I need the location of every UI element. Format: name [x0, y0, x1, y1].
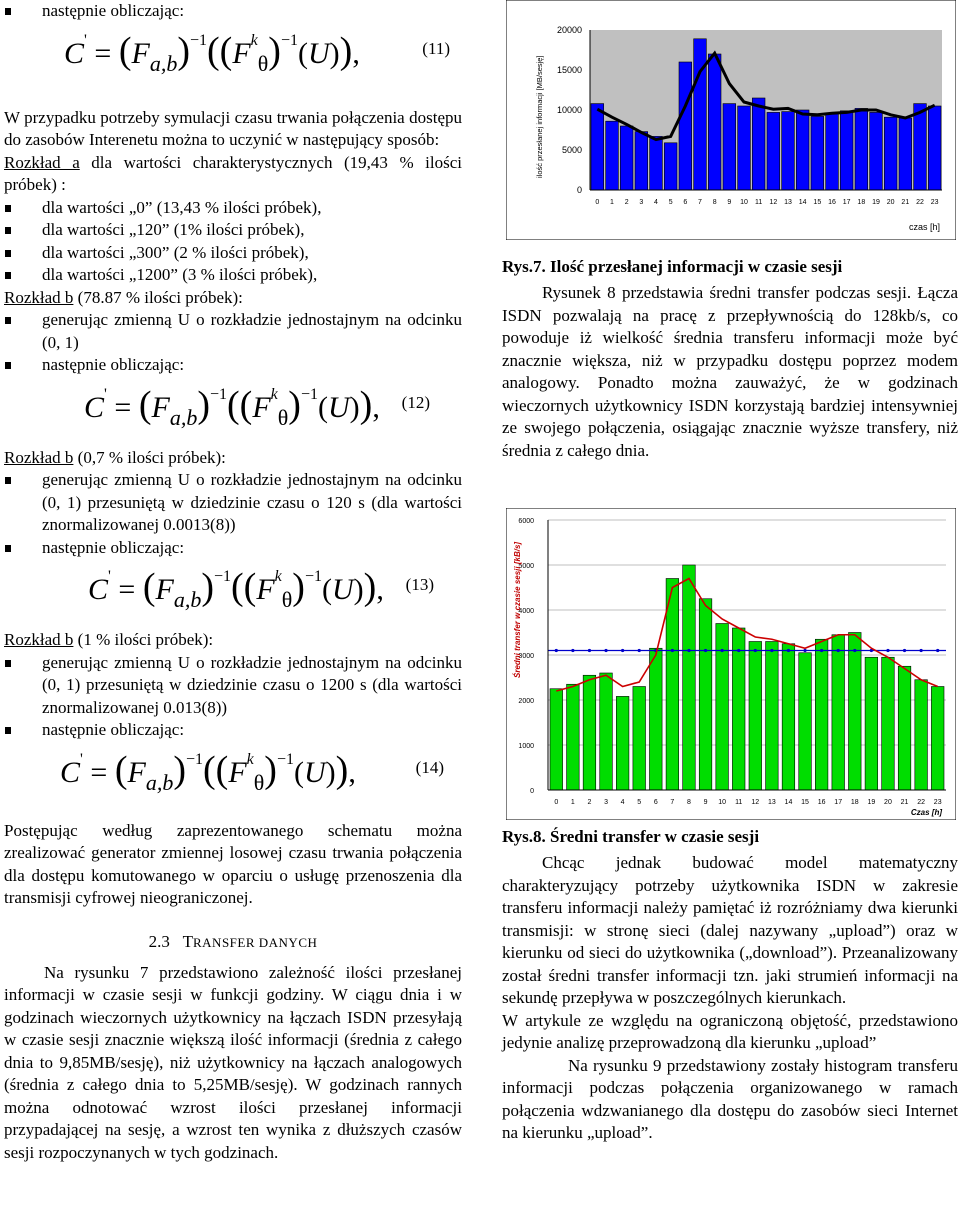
- mean-marker: [853, 649, 856, 652]
- y-tick-label: 0: [576, 185, 582, 195]
- x-tick-label: 20: [884, 799, 892, 806]
- mean-marker: [704, 649, 707, 652]
- mean-marker: [621, 649, 624, 652]
- x-tick-label: 22: [917, 799, 926, 806]
- list-item: następnie obliczając:: [4, 537, 462, 560]
- bar: [799, 653, 812, 790]
- x-tick-label: 10: [740, 199, 748, 206]
- mean-marker: [588, 649, 591, 652]
- x-tick-label: 6: [653, 799, 658, 806]
- list-item: generując zmienną U o rozkładzie jednostajnym na odcinku (0, 1) przesuniętą w dziedzinie czasu o 120 s (dla wartości znormalizowanej 0.0013(8)): [4, 469, 462, 537]
- x-tick-label: 18: [857, 199, 866, 206]
- y-tick-label: 4000: [518, 608, 534, 615]
- paragraph-model: Chcąc jednak budować model matematyczny charakteryzujący potrzeby użytkownika ISDN w zakresie transferu informacji należy pamiętać iż rozróżniamy dwa kierunki transmisji: w stronę sieci (dalej nazywany „upload”) oraz w kierunku od sieci do użytkownika („download”). Przeanalizowany został średni transfer informacji tzn. jaki strumień informacji na sekundę przepływa w poszczególnych kierunkach.: [502, 853, 958, 1007]
- x-tick-label: 14: [784, 799, 793, 806]
- x-tick-label: 19: [872, 199, 880, 206]
- paragraph-simulation: W przypadku potrzeby symulacji czasu trwania połączenia dostępu do zasobów Interenetu można to uczynić w następujący sposób:: [4, 107, 462, 149]
- x-tick-label: 7: [698, 199, 702, 206]
- bar: [815, 639, 828, 790]
- paragraph-post: Postępując według zaprezentowanego schematu można zrealizować generator zmiennej losowej czasu trwania połączenia dla dostępu komutowanego w oparciu o usługę przenoszenia dla transmisji cyfrowej nieograniczonej.: [4, 820, 462, 907]
- x-tick-label: 3: [639, 199, 644, 206]
- mean-marker: [671, 649, 674, 652]
- bar: [708, 54, 721, 190]
- mean-marker: [721, 649, 724, 652]
- mean-marker: [920, 649, 923, 652]
- x-axis-label: Czas [h]: [910, 808, 942, 817]
- x-tick-label: 7: [670, 799, 675, 806]
- bar: [664, 143, 677, 190]
- x-tick-label: 3: [604, 799, 608, 806]
- bar: [782, 112, 795, 190]
- list-item: dla wartości „0” (13,43 % ilości próbek),: [4, 197, 462, 220]
- bar: [928, 106, 941, 190]
- x-tick-label: 19: [867, 799, 876, 806]
- list-item: generując zmienną U o rozkładzie jednostajnym na odcinku (0, 1): [4, 309, 462, 354]
- x-axis-label: czas [h]: [908, 222, 940, 232]
- bar: [840, 111, 853, 190]
- bar: [914, 104, 927, 190]
- y-tick-label: 15000: [556, 65, 582, 75]
- y-tick-label: 6000: [518, 518, 534, 525]
- bar: [583, 675, 596, 790]
- list-item: dla wartości „1200” (3 % ilości próbek),: [4, 264, 462, 287]
- mean-marker: [604, 649, 607, 652]
- mean-marker: [770, 649, 773, 652]
- bar: [826, 113, 839, 190]
- bar: [635, 132, 648, 190]
- rozklad-a: Rozkład a dla wartości charakterystycznych (19,43 % ilości próbek) :: [4, 152, 462, 194]
- paragraph-article: W artykule ze względu na ograniczoną objętość, przedstawiono jedynie analizę przeprowadzoną dla kierunku „upload”: [502, 1010, 958, 1052]
- bar: [694, 39, 707, 190]
- mean-marker: [754, 649, 757, 652]
- bar: [591, 104, 604, 190]
- figure-8-caption: Rys.8. Średni transfer w czasie sesji: [502, 827, 760, 846]
- mean-marker: [903, 649, 906, 652]
- equation-number: (12): [401, 392, 430, 412]
- mean-marker: [737, 649, 740, 652]
- left-column: [4, 0, 462, 1164]
- bar: [723, 104, 736, 190]
- x-tick-label: 12: [769, 199, 778, 206]
- bar: [884, 117, 897, 190]
- equation-number: (14): [415, 757, 444, 777]
- x-tick-label: 15: [813, 199, 822, 206]
- bar: [738, 106, 751, 190]
- equation-11: $C' = (F_{a,b})^{-1}((F^k_\theta)^{-1}(U))$, (11): [64, 29, 450, 76]
- paragraph-transfer: Na rysunku 7 przedstawiono zależność ilości przesłanej informacji w czasie sesji w funkcji godziny. W ciągu dnia i w godzinach wieczornych użytkownicy na łączach ISDN przesyłają w czasie sesji znacznie większą ilość informacji (średnia z całego dnia to 9,85MB/sesję), niż użytkownicy na łączach analogowych (średnia z całego dnia to 5,25MB/sesję). W godzinach rannych można odnotować wzrost ilości przesłanej informacji przypadającej na sesję, a wzrost ten wynika z dłuższych czasów sesji rozpoczynanych w tych godzinach.: [4, 962, 462, 1162]
- bar: [732, 628, 745, 790]
- bar: [600, 673, 613, 790]
- x-tick-label: 6: [683, 199, 688, 206]
- y-tick-label: 3000: [518, 653, 534, 660]
- x-tick-label: 21: [900, 799, 909, 806]
- bar: [666, 579, 679, 791]
- figure-7-caption: Rys.7. Ilość przesłanej informacji w czasie sesji: [502, 257, 843, 276]
- list-item: dla wartości „120” (1% ilości próbek),: [4, 219, 462, 242]
- x-tick-label: 17: [834, 799, 843, 806]
- bar: [865, 657, 878, 790]
- list-item: dla wartości „300” (2 % ilości próbek),: [4, 242, 462, 265]
- bar: [849, 633, 862, 791]
- x-tick-label: 22: [916, 199, 924, 206]
- y-tick-label: 2000: [518, 698, 534, 705]
- figure-7-chart: [506, 0, 956, 245]
- x-tick-label: 9: [727, 199, 732, 206]
- mean-marker: [820, 649, 823, 652]
- bar: [767, 112, 780, 190]
- equation-14: $C' = (F_{a,b})^{-1}((F^k_\theta)^{-1}(U))$, (14): [60, 748, 444, 795]
- y-axis-label: Średni transfer w czasie sesji [kB/s]: [513, 541, 522, 678]
- equation-number: (11): [422, 38, 450, 58]
- x-tick-label: 20: [886, 199, 895, 206]
- mean-marker: [687, 649, 690, 652]
- x-tick-label: 1: [570, 799, 575, 806]
- bar: [898, 666, 911, 790]
- bar: [811, 116, 824, 190]
- x-tick-label: 15: [801, 799, 809, 806]
- x-tick-label: 23: [933, 799, 942, 806]
- mean-marker: [555, 649, 558, 652]
- x-tick-label: 23: [930, 199, 939, 206]
- bar: [620, 126, 633, 190]
- x-tick-label: 1: [610, 199, 614, 206]
- bar: [766, 642, 779, 791]
- bar: [567, 684, 580, 790]
- bar: [782, 644, 795, 790]
- bar: [899, 118, 912, 190]
- y-axis-label: ilość przesłanej informacji [MB/sesję]: [535, 55, 544, 178]
- y-tick-label: 5000: [518, 563, 534, 570]
- bar: [650, 136, 663, 190]
- y-tick-label: 5000: [561, 145, 582, 155]
- x-tick-label: 21: [901, 199, 910, 206]
- rozklad-b3: Rozkład b (1 % ilości próbek):: [4, 630, 214, 649]
- bar: [882, 657, 895, 790]
- bar: [650, 648, 663, 790]
- y-tick-label: 0: [530, 788, 534, 795]
- bar: [699, 599, 712, 790]
- x-tick-label: 0: [595, 199, 600, 206]
- x-tick-label: 4: [620, 799, 625, 806]
- bar: [683, 565, 696, 790]
- x-tick-label: 11: [755, 199, 763, 206]
- x-tick-label: 8: [712, 199, 717, 206]
- bar: [915, 680, 928, 790]
- bullet-item: następnie obliczając:: [4, 0, 462, 23]
- bar: [749, 642, 762, 791]
- x-tick-label: 5: [668, 199, 673, 206]
- x-tick-label: 10: [718, 799, 727, 806]
- mean-marker: [787, 649, 790, 652]
- x-tick-label: 4: [654, 199, 658, 206]
- list-item: następnie obliczając:: [4, 354, 462, 377]
- x-tick-label: 2: [624, 199, 629, 206]
- x-tick-label: 12: [751, 799, 760, 806]
- bar: [855, 108, 868, 190]
- equation-13: $C' = (F_{a,b})^{-1}((F^k_\theta)^{-1}(U))$, (13): [88, 566, 434, 612]
- bar: [616, 696, 629, 790]
- chart-7-svg: [506, 0, 956, 240]
- x-tick-label: 8: [687, 799, 691, 806]
- mean-marker: [803, 649, 806, 652]
- equation-number: (13): [405, 575, 434, 594]
- bar: [870, 112, 883, 190]
- x-tick-label: 16: [817, 799, 826, 806]
- mean-marker: [571, 649, 574, 652]
- bar: [931, 687, 944, 791]
- x-tick-label: 2: [587, 799, 592, 806]
- bar: [832, 635, 845, 790]
- y-tick-label: 10000: [556, 105, 582, 115]
- mean-marker: [886, 649, 889, 652]
- x-tick-label: 9: [703, 799, 708, 806]
- x-tick-label: 11: [735, 799, 743, 806]
- paragraph-fig8: Rysunek 8 przedstawia średni transfer podczas sesji. Łącza ISDN pozwalają na pracę z przepływnością do 128kb/s, co powoduje iż wielkość średnia transferu informacji może być znacznie większa, niż w przypadku dostępu poprzez modem analogowy. Ponadto można zauważyć, że w godzinach wieczornych użytkownicy ISDN korzystają bardziej intensywniej ze swojego połączenia, osiągając znacznie wyższe transfery, niż średnia z całego dnia.: [502, 283, 958, 460]
- bar: [752, 98, 765, 190]
- x-tick-label: 13: [767, 799, 776, 806]
- list-item: następnie obliczając:: [4, 719, 462, 742]
- y-tick-label: 1000: [518, 743, 534, 750]
- x-tick-label: 13: [784, 199, 792, 206]
- rozklad-b2: Rozkład b (0,7 % ilości próbek):: [4, 447, 226, 467]
- section-heading: 2.3 TRANSFER DANYCH: [148, 931, 318, 951]
- bar: [550, 689, 563, 790]
- chart-8-svg: [506, 508, 956, 820]
- bar: [606, 121, 619, 190]
- list-item: generując zmienną U o rozkładzie jednostajnym na odcinku (0, 1) przesuniętą w dziedzinie czasu o 1200 s (dla wartości znormalizowanej 0.013(8)): [4, 652, 462, 720]
- x-tick-label: 17: [842, 199, 851, 206]
- paragraph-fig9: Na rysunku 9 przedstawiony zostały histogram transferu informacji podczas połączenia organizowanego w ramach połączenia wdzwanianego dla dostępu do zasobów sieci Internet na kierunku „upload”.: [502, 1055, 958, 1142]
- mean-marker: [837, 649, 840, 652]
- bar: [633, 687, 646, 791]
- mean-marker: [638, 649, 641, 652]
- x-tick-label: 16: [828, 199, 836, 206]
- x-tick-label: 5: [637, 799, 642, 806]
- bar: [716, 624, 729, 791]
- bar: [796, 110, 809, 190]
- mean-marker: [936, 649, 939, 652]
- figure-8-chart: [506, 508, 956, 825]
- x-tick-label: 18: [850, 799, 859, 806]
- equation-12: $C' = (F_{a,b})^{-1}((F^k_\theta)^{-1}(U))$, (12): [84, 383, 430, 430]
- rozklad-b1: Rozkład b (78.87 % ilości próbek):: [4, 287, 243, 307]
- bar: [679, 62, 692, 190]
- y-tick-label: 20000: [556, 25, 582, 35]
- x-tick-label: 0: [554, 799, 559, 806]
- x-tick-label: 14: [798, 199, 807, 206]
